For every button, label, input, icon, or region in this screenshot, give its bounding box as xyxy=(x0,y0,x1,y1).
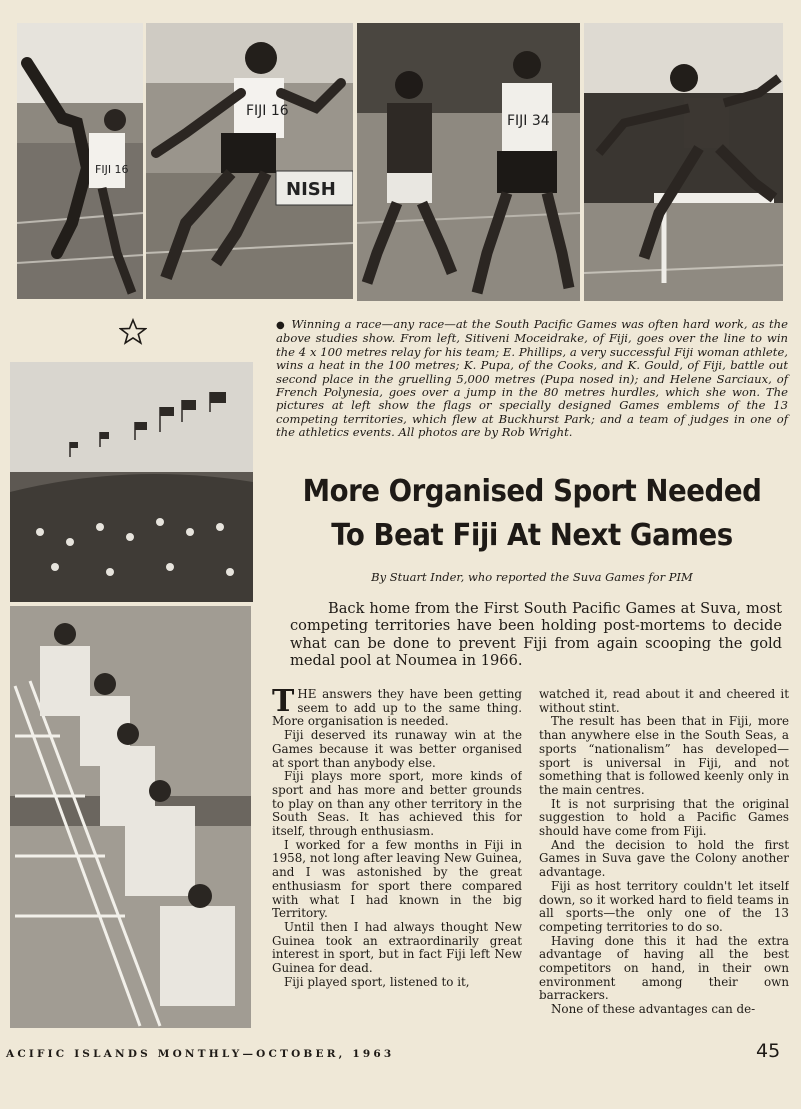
photo-5000m-race xyxy=(357,23,580,301)
paragraph: watched it, read about it and cheered it without stint. xyxy=(539,688,789,715)
page-number: 45 xyxy=(756,1040,781,1062)
headline-line-1: More Organised Sport Needed xyxy=(302,474,762,509)
article-column-2 xyxy=(539,688,789,1034)
paragraph-text: HE answers they have been getting seem to add up to the same thing. More organisation is needed. xyxy=(272,688,522,729)
paragraph: Having done this it had the extra advantage of having all the best competitors on hand, in their own environment among their own barrackers. xyxy=(539,933,789,1003)
magazine-footer: ACIFIC ISLANDS MONTHLY—OCTOBER, 1963 xyxy=(6,1048,395,1060)
bib-number: FIJI 16 xyxy=(246,103,289,119)
paragraph: None of these advantages can de- xyxy=(551,1002,756,1017)
paragraph: Fiji deserved its runaway win at the Games because it was better organised at sport than anybody else. xyxy=(272,728,522,770)
photo-judges-team xyxy=(10,606,251,1028)
paragraph: It is not surprising that the original suggestion to hold a Pacific Games should have come from Fiji. xyxy=(539,796,789,839)
paragraph: And the decision to hold the first Games in Suva gave the Colony another advantage. xyxy=(539,837,789,880)
paragraph: Fiji played sport, listened to it, xyxy=(284,974,470,989)
finish-sign: NISH xyxy=(286,179,336,200)
photo-80m-hurdles xyxy=(584,23,783,301)
headline-line-2: To Beat Fiji At Next Games xyxy=(331,518,733,553)
photo-100m-heat xyxy=(146,23,353,299)
photo-flags-buckhurst-park xyxy=(10,362,253,602)
photo-relay-finish xyxy=(17,23,143,299)
intro-text: Back home from the First South Pacific Games at Suva, most competing territories have been holding post-mortems to decide what can be done to prevent Fiji from again scooping the gold medal pool at Noumea in 1966. xyxy=(290,600,782,669)
paragraph: Fiji as host territory couldn't let itself down, so it worked hard to field teams in all sports—the only one of the 13 competing territories to do so. xyxy=(539,878,789,934)
intro-paragraph xyxy=(290,600,782,669)
paragraph: Until then I had always thought New Guinea took an extraordinarily great interest in sport, but in fact Fiji left New Guinea for dead. xyxy=(272,919,522,976)
byline: By Stuart Inder, who reported the Suva Games for PIM xyxy=(371,570,693,584)
article-column-1 xyxy=(272,688,522,1034)
bullet-icon: ● xyxy=(276,320,286,331)
drop-cap: T xyxy=(272,688,295,719)
paragraph: I worked for a few months in Fiji in 1958, not long after leaving New Guinea, and I was astonished by the great enthusiasm for sport there compared with what I had known in the big Territory. xyxy=(272,837,522,921)
photo-caption xyxy=(276,318,788,440)
paragraph: Fiji plays more sport, more kinds of sport and has more and better grounds to play on than any other territory in the South Seas. It has achieved this for itself, through enthusiasm. xyxy=(272,769,522,839)
paragraph xyxy=(272,688,522,729)
article-headline xyxy=(296,470,767,558)
bib-number: FIJI 16 xyxy=(95,163,129,176)
caption-text: Winning a race—any race—at the South Pacific Games was often hard work, as the above studies show. From left, Sitiveni Moceidrake, of Fiji, goes over the line to win the 4 x 100 metres relay for his team; E. Phillips, a very successful Fiji woman athlete, wins a heat in the 100 metres; K. Pupa, of the Cooks, and K. Gould, of Fiji, battle out second place in the gruelling 5,000 metres (Pupa nosed in); and Helene Sarciaux, of French Polynesia, goes over a jump in the 80 metres hurdles, which she won. The pictures at left show the flags or specially designed Games emblems of the 13 competing territories, which flew at Buckhurst Park; and a team of judges in one of the athletics events. All photos are by Rob Wright. xyxy=(276,317,788,440)
bib-number: FIJI 34 xyxy=(507,113,550,129)
star-icon xyxy=(119,318,147,346)
paragraph: The result has been that in Fiji, more than anywhere else in the South Seas, a sports “nationalism” has developed—sport is universal in Fiji, and not something that is followed keenly only in the main centres. xyxy=(539,714,789,797)
